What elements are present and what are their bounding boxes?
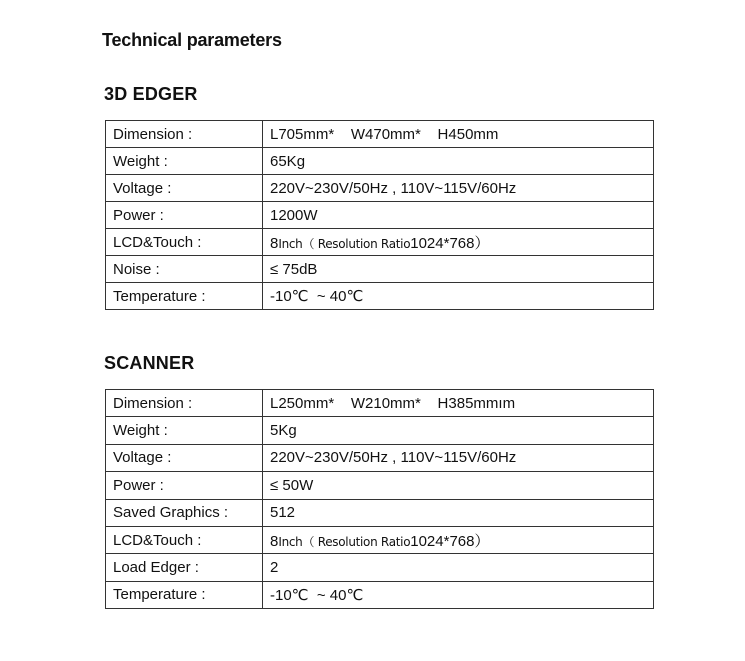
row-label: LCD&Touch : bbox=[106, 229, 263, 256]
row-value: 220V~230V/50Hz , 110V~115V/60Hz bbox=[263, 444, 654, 471]
row-label: Temperature : bbox=[106, 283, 263, 310]
section-heading-scanner: SCANNER bbox=[104, 353, 195, 373]
row-label: Temperature : bbox=[106, 581, 263, 608]
row-value: L250mm* W210mm* H385mmım bbox=[263, 390, 654, 417]
table-row-voltage bbox=[106, 175, 654, 202]
table-row-noise bbox=[106, 256, 654, 283]
row-value: L705mm* W470mm* H450mm bbox=[263, 121, 654, 148]
row-label: Weight : bbox=[106, 148, 263, 175]
table-row-temperature bbox=[106, 283, 654, 310]
row-label: Voltage : bbox=[106, 444, 263, 471]
table-row-load-edger bbox=[106, 554, 654, 581]
row-value: 65Kg bbox=[263, 148, 654, 175]
table-row-saved-graphics bbox=[106, 499, 654, 526]
value-small-text: Inch（ Resolution Ratio bbox=[278, 236, 411, 251]
spec-table-scanner bbox=[105, 389, 654, 609]
row-value: ≤ 75dB bbox=[263, 256, 654, 283]
row-label: LCD&Touch : bbox=[106, 526, 263, 553]
table-row-weight bbox=[106, 417, 654, 444]
row-label: Noise : bbox=[106, 256, 263, 283]
row-label: Power : bbox=[106, 202, 263, 229]
table-row-weight bbox=[106, 148, 654, 175]
value-suffix: 1024*768） bbox=[410, 532, 490, 550]
section-heading-3d-edger: 3D EDGER bbox=[104, 84, 198, 104]
row-value: -10℃ ~ 40℃ bbox=[263, 581, 654, 608]
spec-table-3d-edger bbox=[105, 120, 654, 310]
row-value: -10℃ ~ 40℃ bbox=[263, 283, 654, 310]
row-label: Load Edger : bbox=[106, 554, 263, 581]
table-row-lcd-touch bbox=[106, 229, 654, 256]
row-label: Power : bbox=[106, 472, 263, 499]
table-row-voltage bbox=[106, 444, 654, 471]
value-small-text: Inch（ Resolution Ratio bbox=[278, 534, 411, 549]
row-value: ≤ 50W bbox=[263, 472, 654, 499]
row-value: 512 bbox=[263, 499, 654, 526]
row-value: 1200W bbox=[263, 202, 654, 229]
table-row-dimension bbox=[106, 390, 654, 417]
value-prefix: 8 bbox=[270, 234, 279, 252]
table-row-power bbox=[106, 202, 654, 229]
row-value bbox=[263, 526, 654, 553]
row-label: Dimension : bbox=[106, 390, 263, 417]
row-value bbox=[263, 229, 654, 256]
row-label: Weight : bbox=[106, 417, 263, 444]
row-value: 5Kg bbox=[263, 417, 654, 444]
row-label: Dimension : bbox=[106, 121, 263, 148]
value-prefix: 8 bbox=[270, 532, 279, 550]
row-value: 220V~230V/50Hz , 110V~115V/60Hz bbox=[263, 175, 654, 202]
table-row-lcd-touch bbox=[106, 526, 654, 553]
row-label: Voltage : bbox=[106, 175, 263, 202]
table-row-dimension bbox=[106, 121, 654, 148]
value-suffix: 1024*768） bbox=[410, 234, 490, 252]
row-label: Saved Graphics : bbox=[106, 499, 263, 526]
table-row-temperature bbox=[106, 581, 654, 608]
page-title: Technical parameters bbox=[102, 30, 282, 50]
table-row-power bbox=[106, 472, 654, 499]
row-value: 2 bbox=[263, 554, 654, 581]
